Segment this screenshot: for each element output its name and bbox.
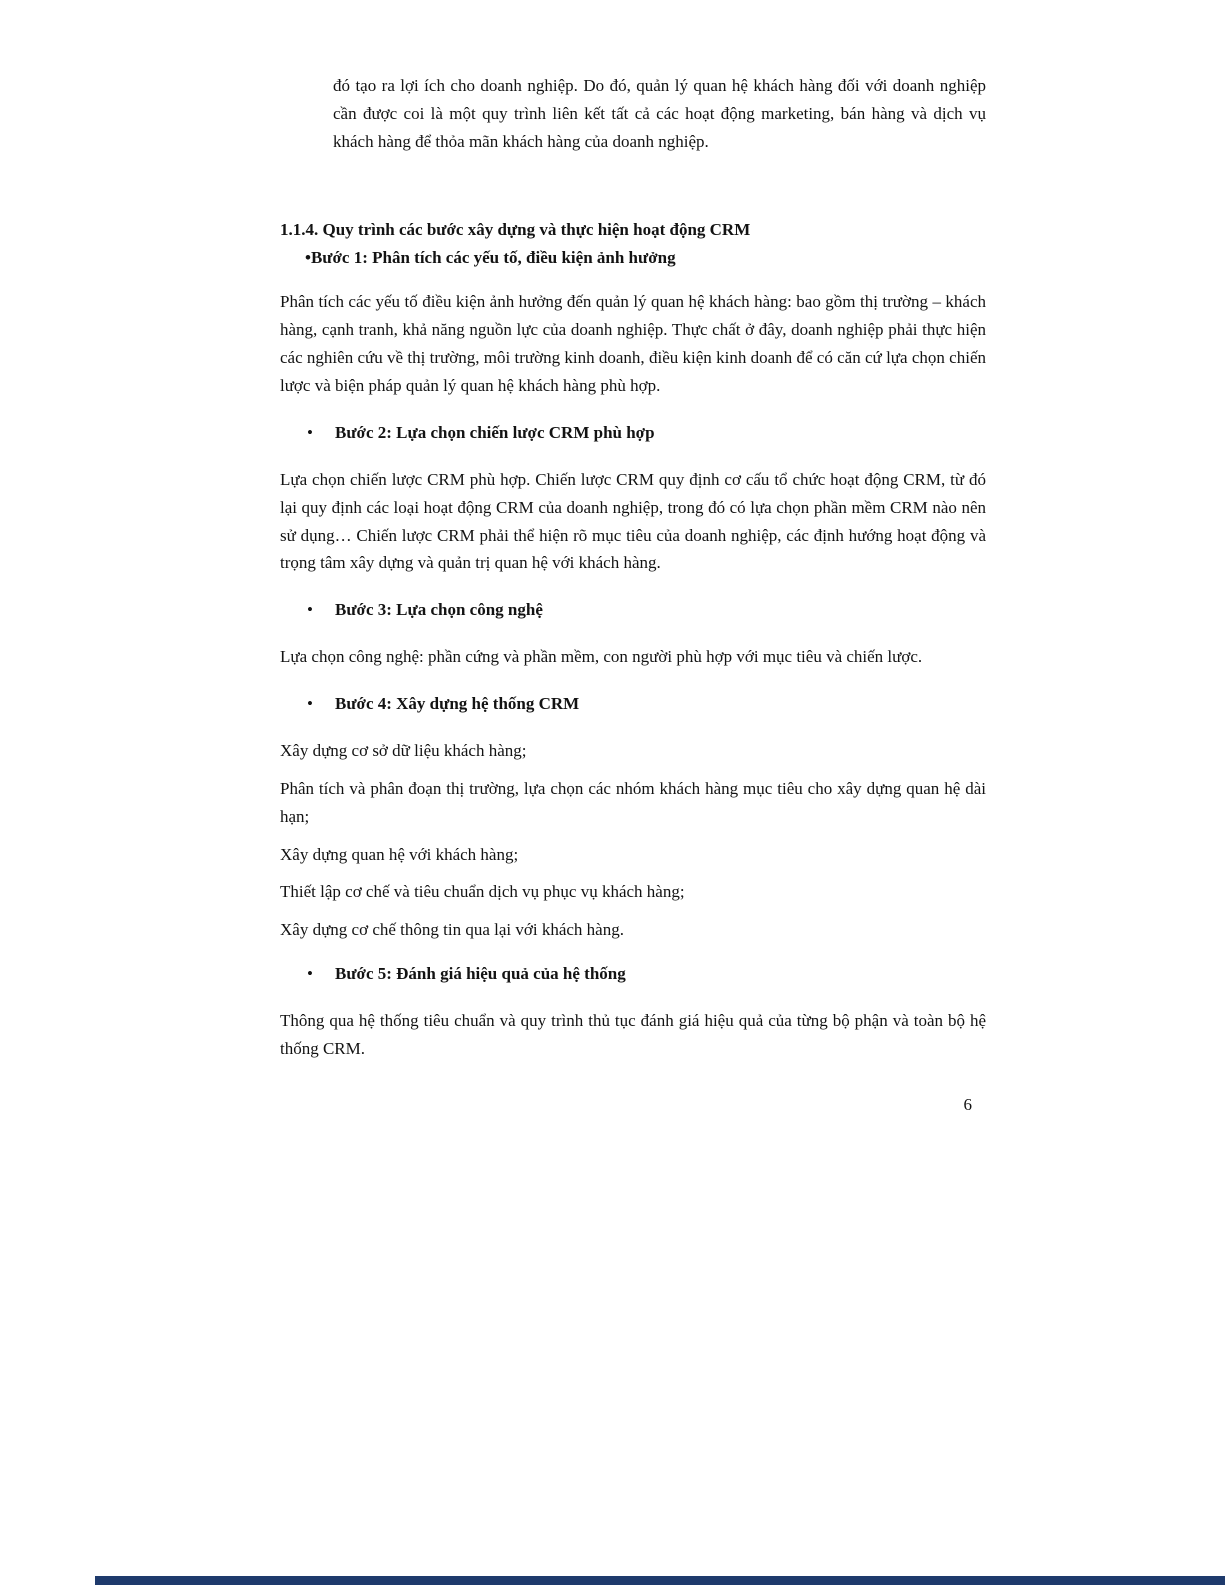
step5-heading-label: Bước 5: Đánh giá hiệu quả của hệ thống [335, 964, 626, 984]
step4-heading-label: Bước 4: Xây dựng hệ thống CRM [335, 694, 580, 713]
step4-item-3: Xây dựng quan hệ với khách hàng; [280, 844, 519, 864]
step1-body: Phân tích các yếu tố điều kiện ảnh hưởng đến quản lý quan hệ khách hàng: bao gồm thị trường – khách hàng, cạnh tranh, khả năng nguồn lực của doanh nghiệp. Thực chất ở đây, doanh nghiệp phải thực hiện các nghiên cứu về thị trường, môi trường kinh doanh, điều kiện kinh doanh để có căn cứ lựa chọn chiến lược và biện pháp quản lý quan hệ khách hàng phù hợp. [280, 292, 986, 395]
step2-body: Lựa chọn chiến lược CRM phù hợp. Chiến lược CRM quy định cơ cấu tổ chức hoạt động CRM, từ đó lại quy định các loại hoạt động CRM của doanh nghiệp, trong đó có lựa chọn phần mềm CRM nào nên sử dụng… Chiến lược CRM phải thể hiện rõ mục tiêu của doanh nghiệp, các định hướng hoạt động và trọng tâm xây dựng và quản trị quan hệ với khách hàng. [280, 469, 986, 573]
step3-heading-label: Bước 3: Lựa chọn công nghệ [335, 600, 543, 620]
bullet-icon: • [307, 600, 313, 620]
bullet-icon: • [307, 422, 313, 442]
step5-heading [280, 960, 986, 988]
intro-paragraph: đó tạo ra lợi ích cho doanh nghiệp. Do đó, quản lý quan hệ khách hàng đối với doanh nghiệp cần được coi là một quy trình liên kết tất cả các hoạt động marketing, bán hàng và dịch vụ khách hàng để thỏa mãn khách hàng của doanh nghiệp. [333, 76, 986, 151]
step4-item-1: Xây dựng cơ sở dữ liệu khách hàng; [280, 740, 527, 760]
step4-item-2: Phân tích và phân đoạn thị trường, lựa chọn các nhóm khách hàng mục tiêu cho xây dựng quan hệ dài hạn; [280, 778, 986, 826]
step2-heading-label: Bước 2: Lựa chọn chiến lược CRM phù hợp [335, 422, 655, 442]
bottom-window-edge [95, 1576, 1225, 1585]
step4-heading [280, 690, 986, 718]
step5-body: Thông qua hệ thống tiêu chuẩn và quy trình thủ tục đánh giá hiệu quả của từng bộ phận và toàn bộ hệ thống CRM. [280, 1011, 986, 1058]
document-content [280, 72, 986, 1119]
step4-item-4: Thiết lập cơ chế và tiêu chuẩn dịch vụ phục vụ khách hàng; [280, 882, 685, 902]
step3-heading [280, 596, 986, 624]
step1-heading: •Bước 1: Phân tích các yếu tố, điều kiện ảnh hưởng [305, 247, 676, 267]
page-number: 6 [963, 1094, 972, 1114]
bullet-icon: • [307, 694, 313, 713]
bullet-icon: • [307, 964, 313, 984]
section-heading-1-1-4: 1.1.4. Quy trình các bước xây dựng và thực hiện hoạt động CRM [280, 219, 751, 239]
step3-body: Lựa chọn công nghệ: phần cứng và phần mềm, con người phù hợp với mục tiêu và chiến lược. [280, 647, 923, 667]
step2-heading [280, 419, 986, 447]
step4-item-5: Xây dựng cơ chế thông tin qua lại với khách hàng. [280, 920, 624, 940]
